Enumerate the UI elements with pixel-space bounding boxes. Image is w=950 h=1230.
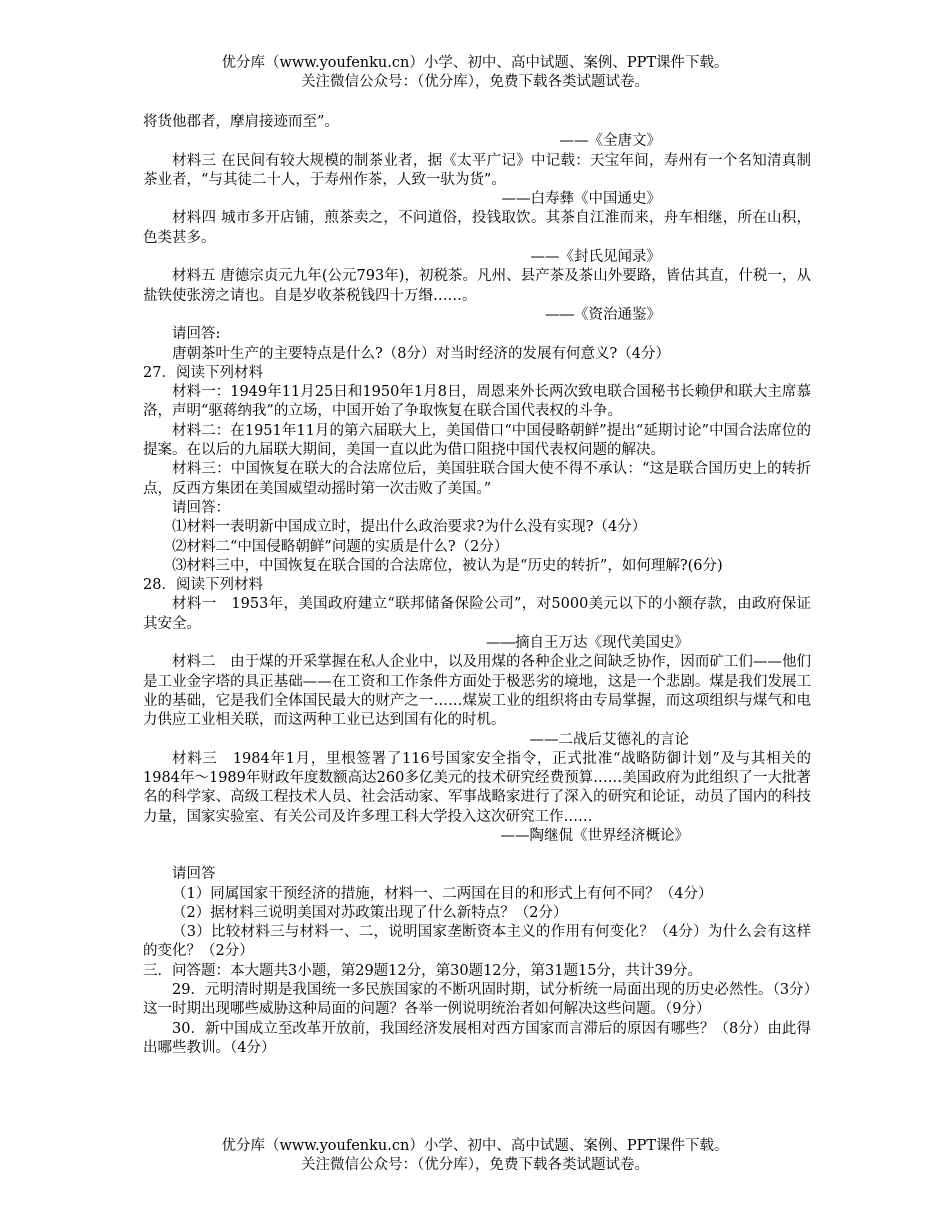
- material-paragraph: 材料二 由于煤的开采掌握在私人企业中，以及用煤的各种企业之间缺乏协作，因而矿工们——他们是工业金字塔的具正基础——在工资和工作条件方面处于极恶劣的境地，这是一个悲剧。煤是我们发展工业的基础，它是我们全体国民最大的财产之一……煤炭工业的组织将由专局掌握，而这项组织与煤气和电力供应工业相关联，而这两种工业已达到国有化的时机。: [143, 654, 811, 729]
- spacer: [143, 846, 811, 865]
- material-paragraph: 材料一：1949年11月25日和1950年1月8日，周恩来外长两次致电联合国秘书长赖伊和联大主席慕洛，声明“驱蒋纳我”的立场，中国开始了争取恢复在联合国代表权的斗争。: [143, 384, 811, 420]
- essay-question-30: 30．新中国成立至改革开放前，我国经济发展相对西方国家而言滞后的原因有哪些？（8分）由此得出哪些教训。（4分）: [143, 1020, 811, 1056]
- sub-question: （1）同属国家干预经济的措施，材料一、二两国在目的和形式上有何不同？（4分）: [172, 885, 713, 902]
- text-line: 将货他郡者，摩肩接迹而至”。: [143, 114, 339, 130]
- footer-line-1: 优分库（www.youfenku.cn）小学、初中、高中试题、案例、PPT课件下载。: [221, 1138, 729, 1154]
- document-body: [143, 113, 811, 1058]
- citation: ——《全唐文》: [559, 133, 661, 150]
- prompt-label: 请回答：: [172, 499, 230, 516]
- sub-question: ⑵材料二“中国侵略朝鲜”问题的实质是什么?（2分）: [172, 538, 509, 555]
- header-line-1: 优分库（www.youfenku.cn）小学、初中、高中试题、案例、PPT课件下载。: [221, 55, 729, 71]
- citation: ——《封氏见闻录》: [530, 249, 661, 266]
- material-paragraph: 材料四 城市多开店铺，煎茶卖之，不问道俗，投钱取饮。其茶自江淮而来，舟车相继，所在山积，色类甚多。: [143, 210, 811, 246]
- material-paragraph: 材料三：中国恢复在联大的合法席位后，美国驻联合国大使不得不承认：“这是联合国历史上的转折点，反西方集团在美国威望动摇时第一次击败了美国。”: [143, 461, 811, 497]
- essay-question-29: 29．元明清时期是我国统一多民族国家的不断巩固时期，试分析统一局面出现的历史必然性。（3分）这一时期出现哪些威胁这种局面的问题？各举一例说明统治者如何解决这些问题。（9分）: [143, 982, 811, 1018]
- prompt-label: 请回答: [172, 866, 216, 883]
- page-header: [0, 54, 950, 92]
- sub-question: ⑴材料一表明新中国成立时，提出什么政治要求?为什么没有实现?（4分）: [172, 519, 647, 536]
- citation: —―《资治通鉴》: [545, 306, 661, 323]
- citation: ——陶继侃《世界经济概论》: [500, 827, 689, 844]
- sub-question: ⑶材料三中，中国恢复在联合国的合法席位，被认为是“历史的转折”，如何理解?(6分): [172, 557, 723, 574]
- header-line-2: 关注微信公众号：（优分库），免费下载各类试题试卷。: [301, 74, 649, 90]
- section-heading: 三．问答题：本大题共3小题，第29题12分，第30题12分，第31题15分，共计39分。: [143, 962, 702, 979]
- sub-question: （2）据材料三说明美国对苏政策出现了什么新特点？（2分）: [172, 904, 568, 921]
- citation: ——白寿彝《中国通史》: [501, 191, 661, 208]
- page-footer: [0, 1137, 950, 1175]
- material-paragraph: 材料五 唐德宗贞元九年(公元793年)，初税茶。凡州、县产茶及茶山外要路，皆估其直，什税一，从盐铁使张滂之请也。自是岁收茶税钱四十万缗……。: [143, 268, 811, 304]
- question-heading-28: 28．阅读下列材料: [143, 577, 263, 594]
- material-paragraph: 材料三 1984年1月，里根签署了116号国家安全指令，正式批准“战略防御计划”及与其相关的1984年～1989年财政年度数额高达260多亿美元的技术研究经费预算……美国政府为此组织了一大批著名的科学家、高级工程技术人员、社会活动家、军事战略家进行了深入的研究和论证，动员了国内的科技力量，国家实验室、有关公司及许多理工科大学投入这次研究工作……: [143, 750, 811, 825]
- material-paragraph: 材料三 在民间有较大规模的制茶业者，据《太平广记》中记载：天宝年间，寿州有一个名知清真制茶业者，“与其徒二十人，于寿州作茶，人致一驮为货”。: [143, 152, 811, 188]
- citation: —―摘自王万达《现代美国史》: [486, 635, 689, 652]
- sub-question: （3）比较材料三与材料一、二，说明国家垄断资本主义的作用有何变化？（4分）为什么会有这样的变化？（2分）: [143, 924, 811, 960]
- footer-line-2: 关注微信公众号：（优分库），免费下载各类试题试卷。: [301, 1157, 649, 1173]
- question-heading-27: 27．阅读下列材料: [143, 364, 263, 381]
- material-paragraph: 材料一 1953年，美国政府建立“联邦储备保险公司”，对5000美元以下的小额存款，由政府保证其安全。: [143, 596, 811, 632]
- material-paragraph: 材料二：在1951年11月的第六届联大上，美国借口“中国侵略朝鲜”提出“延期讨论”中国合法席位的提案。在以后的九届联大期间，美国一直以此为借口阻挠中国代表权问题的解决。: [143, 422, 811, 459]
- prompt-label: 请回答:: [172, 326, 221, 343]
- citation: ——二战后艾德礼的言论: [529, 731, 689, 748]
- question-text: 唐朝茶叶生产的主要特点是什么?（8分）对当时经济的发展有何意义?（4分）: [172, 345, 670, 362]
